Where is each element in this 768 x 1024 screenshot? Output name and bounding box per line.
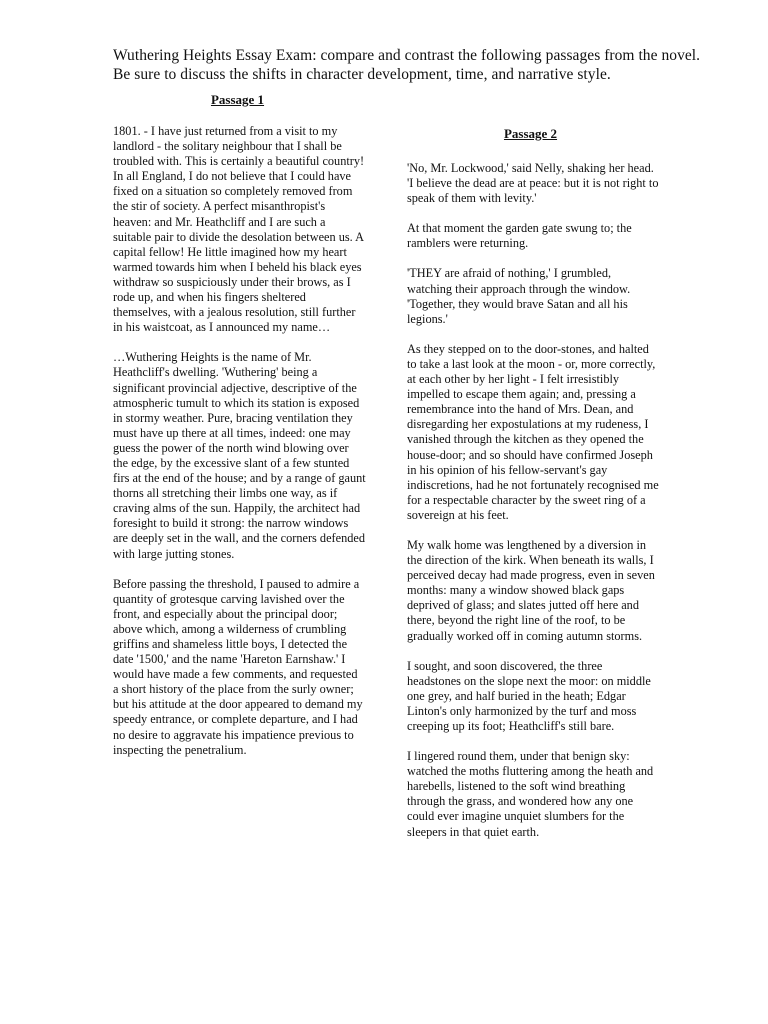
- passage-1-paragraph: Before passing the threshold, I paused to admire a quantity of grotesque carving lavished over the front, and especially about the principal door; above which, among a wilderness of crumbling griffins and shameless little boys, I detected the date '1500,' and the name 'Hareton Earnshaw.' I would have made a few comments, and requested a short history of the place from the surly owner; but his attitude at the door appeared to demand my speedy entrance, or complete departure, and I had no desire to aggravate his impatience previous to inspecting the penetralium.: [113, 576, 363, 757]
- passage-2-paragraph: 'No, Mr. Lockwood,' said Nelly, shaking her head. 'I believe the dead are at peace: but it is not right to speak of them with levity.': [407, 161, 659, 206]
- passage-2-paragraph: 'THEY are afraid of nothing,' I grumbled, watching their approach through the window. 'Together, they would brave Satan and all his legions.': [407, 266, 631, 326]
- passage-1-column: [113, 124, 366, 773]
- passage-1-paragraph: 1801. - I have just returned from a visit to my landlord - the solitary neighbour that I shall be troubled with. This is certainly a beautiful country! In all England, I do not believe that I could have fixed on a situation so completely removed from the stir of society. A perfect misanthropist's heaven: and Mr. Heathcliff and I are such a suitable pair to divide the desolation between us. A capital fellow! He little imagined how my heart warmed towards him when I beheld his black eyes withdraw so suspiciously under their brows, as I rode up, and when his fingers sheltered themselves, with a jealous resolution, still further in his waistcoat, as I announced my name…: [113, 124, 365, 335]
- passage-2-paragraph: At that moment the garden gate swung to; the ramblers were returning.: [407, 221, 632, 251]
- passage-2-paragraph: My walk home was lengthened by a diversion in the direction of the kirk. When beneath its walls, I perceived decay had made progress, even in seven months: many a window showed black gaps deprived of glass; and slates jutted off here and there, beyond the right line of the roof, to be gradually worked off in coming autumn storms.: [407, 537, 655, 643]
- passage-1-title: Passage 1: [210, 92, 265, 107]
- passage-2-paragraph: I lingered round them, under that benign sky: watched the moths fluttering among the heath and harebells, listened to the soft wind breathing through the grass, and wondered how any one could ever imagine unquiet slumbers for the sleepers in that quiet earth.: [407, 749, 654, 839]
- passage-2-paragraph: I sought, and soon discovered, the three headstones on the slope next the moor: on middle one grey, and half buried in the heath; Edgar Linton's only harmonized by the turf and moss creeping up its foot; Heathcliff's still bare.: [407, 658, 651, 733]
- passage-2-column: [407, 161, 659, 855]
- passage-1-paragraph: …Wuthering Heights is the name of Mr. Heathcliff's dwelling. 'Wuthering' being a significant provincial adjective, descriptive of the atmospheric tumult to which its station is exposed in stormy weather. Pure, bracing ventilation they must have up there at all times, indeed: one may guess the power of the north wind blowing over the edge, by the excessive slant of a few stunted firs at the end of the house; and by a range of gaunt thorns all stretching their limbs one way, as if craving alms of the sun. Happily, the architect had foresight to build it strong: the narrow windows are deeply set in the wall, and the corners defended with large jutting stones.: [113, 350, 366, 561]
- passage-2-title: Passage 2: [503, 126, 558, 141]
- exam-prompt: Wuthering Heights Essay Exam: compare and contrast the following passages from the novel. Be sure to discuss the shifts in character development, time, and narrative style.: [113, 47, 701, 83]
- passage-2-paragraph: As they stepped on to the door-stones, and halted to take a last look at the moon - or, more correctly, at each other by her light - I felt irresistibly impelled to escape them again; and, pressing a remembrance into the hand of Mrs. Dean, and disregarding her expostulations at my rudeness, I vanished through the kitchen as they opened the house-door; and so should have confirmed Joseph in his opinion of his fellow-servant's gay indiscretions, had he not fortunately recognised me for a respectable character by the sweet ring of a sovereign at his feet.: [407, 341, 659, 522]
